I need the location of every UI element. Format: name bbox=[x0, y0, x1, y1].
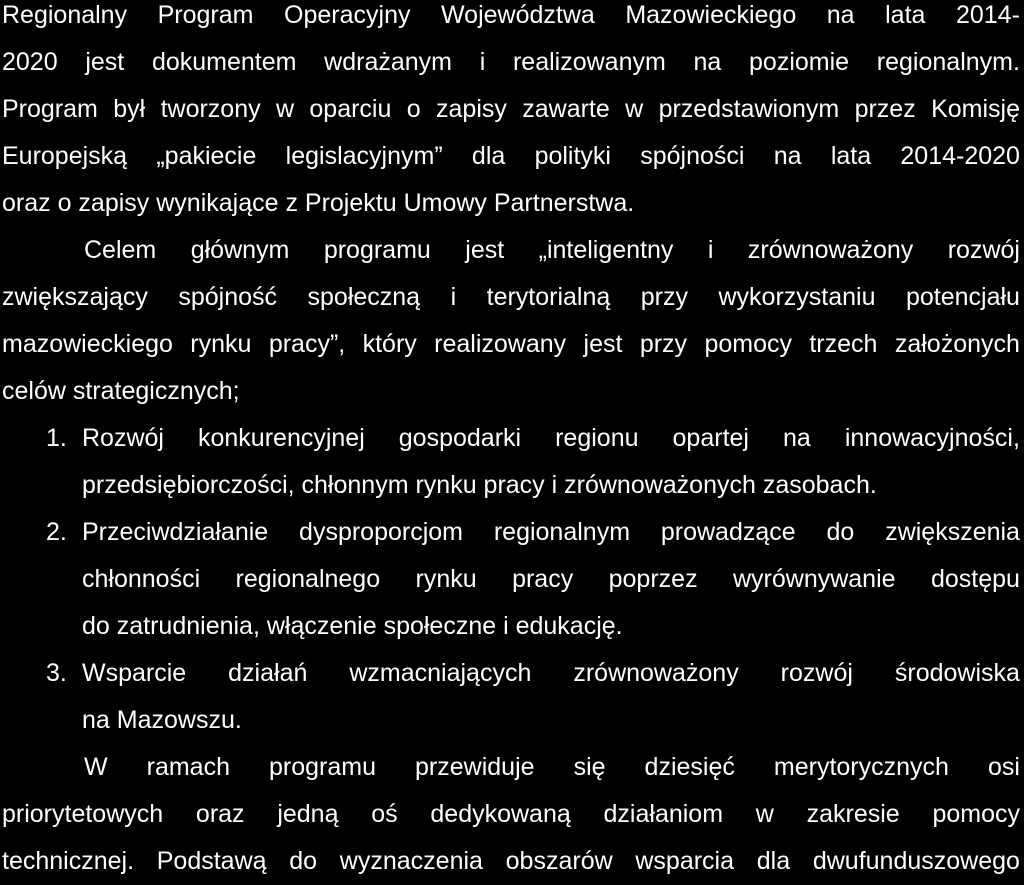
word: regionu bbox=[555, 424, 639, 452]
paragraph-2-line-3 bbox=[2, 321, 1020, 368]
paragraph-2-line-2 bbox=[2, 274, 1020, 321]
word: o bbox=[406, 95, 421, 123]
word: Rozwój bbox=[82, 424, 164, 452]
word: Operacyjny bbox=[284, 1, 411, 29]
word: na bbox=[773, 142, 802, 170]
word: dedykowaną bbox=[430, 800, 571, 828]
word: regionalnym. bbox=[876, 48, 1020, 76]
word: Województwa bbox=[441, 1, 595, 29]
word: poziomie bbox=[749, 48, 850, 76]
word: merytorycznych bbox=[773, 753, 949, 781]
word: dla bbox=[471, 142, 506, 170]
word: potencjału bbox=[905, 283, 1020, 311]
word: dziesięć bbox=[644, 753, 735, 781]
word: „inteligentny bbox=[538, 236, 674, 264]
word: działaniom bbox=[603, 800, 724, 828]
word: na bbox=[826, 1, 855, 29]
word: wdrażanym bbox=[324, 48, 452, 76]
word: spójność bbox=[178, 283, 278, 311]
word: jest bbox=[583, 330, 623, 358]
word: mazowieckiego bbox=[2, 330, 173, 358]
list-item-1-cont: przedsiębiorczości, chłonnym rynku pracy i zrównoważonych zasobach. bbox=[82, 471, 877, 499]
word: zwiększający bbox=[2, 283, 148, 311]
word: oś bbox=[371, 800, 398, 828]
word: programu bbox=[269, 753, 377, 781]
word: był bbox=[113, 95, 146, 123]
word: ramach bbox=[146, 753, 230, 781]
word: na bbox=[693, 48, 722, 76]
word: poprzez bbox=[608, 565, 698, 593]
list-number-3: 3. bbox=[46, 659, 67, 687]
word: prowadzące bbox=[660, 518, 796, 546]
word: W bbox=[84, 753, 108, 781]
word: przez bbox=[854, 95, 916, 123]
word: działań bbox=[228, 659, 308, 687]
word: pomocy bbox=[932, 800, 1020, 828]
word: terytorialną bbox=[486, 283, 611, 311]
word: w bbox=[275, 95, 295, 123]
word: pracy bbox=[512, 565, 574, 593]
word: realizowany bbox=[434, 330, 567, 358]
paragraph-2-line-1 bbox=[2, 227, 1020, 274]
word: 2014-2020 bbox=[900, 142, 1020, 170]
word: przy bbox=[639, 330, 688, 358]
word: przy bbox=[640, 283, 689, 311]
word: społeczną bbox=[307, 283, 421, 311]
word: lata bbox=[830, 142, 872, 170]
word: zwiększenia bbox=[885, 518, 1020, 546]
word: legislacyjnym” bbox=[285, 142, 443, 170]
word: rynku bbox=[415, 565, 477, 593]
word: oraz bbox=[195, 800, 245, 828]
word: zawarte bbox=[522, 95, 610, 123]
word: wzmacniających bbox=[349, 659, 532, 687]
word: pracy”, bbox=[268, 330, 346, 358]
paragraph-1-line-1 bbox=[2, 0, 1020, 39]
word: wsparcia bbox=[635, 847, 735, 875]
word: Program bbox=[157, 1, 254, 29]
word: spójności bbox=[640, 142, 745, 170]
word: jedną bbox=[277, 800, 339, 828]
word: regionalnego bbox=[235, 565, 381, 593]
word: „pakiecie bbox=[156, 142, 257, 170]
word: założonych bbox=[894, 330, 1020, 358]
word: zrównoważony bbox=[573, 659, 739, 687]
word: do bbox=[289, 847, 318, 875]
word: Regionalny bbox=[2, 1, 128, 29]
list-item-1-text bbox=[82, 415, 1020, 462]
word: Komisję bbox=[931, 95, 1020, 123]
word: Celem bbox=[84, 236, 157, 264]
paragraph-1-line-3 bbox=[2, 86, 1020, 133]
paragraph-3-line-2 bbox=[2, 791, 1020, 838]
word: rynku bbox=[190, 330, 252, 358]
paragraph-3-line-1 bbox=[2, 744, 1020, 791]
word: przewiduje bbox=[415, 753, 535, 781]
list-item-2 bbox=[2, 509, 1020, 556]
word: gospodarki bbox=[398, 424, 522, 452]
list-item-2-cont-1 bbox=[2, 556, 1020, 603]
list-number-2: 2. bbox=[46, 518, 67, 546]
word: na bbox=[783, 424, 811, 452]
word: jest bbox=[465, 236, 505, 264]
list-item-3-text bbox=[82, 650, 1020, 697]
word: realizowanym bbox=[512, 48, 666, 76]
word: 2020 bbox=[2, 48, 58, 76]
list-item-1 bbox=[2, 415, 1020, 462]
paragraph-2-line-4: celów strategicznych; bbox=[2, 377, 240, 405]
word: Wsparcie bbox=[82, 659, 187, 687]
word: jest bbox=[85, 48, 125, 76]
word: zrównoważony bbox=[747, 236, 914, 264]
list-item-2-text bbox=[82, 509, 1020, 556]
word: technicznej. bbox=[2, 847, 135, 875]
word: do bbox=[826, 518, 855, 546]
word: regionalnym bbox=[493, 518, 631, 546]
word: głównym bbox=[190, 236, 290, 264]
word: wykorzystaniu bbox=[718, 283, 876, 311]
word: tworzony bbox=[160, 95, 261, 123]
word: konkurencyjnej bbox=[198, 424, 365, 452]
word: trzech bbox=[809, 330, 878, 358]
word: polityki bbox=[534, 142, 611, 170]
word: dwufunduszowego bbox=[812, 847, 1020, 875]
word: Przeciwdziałanie bbox=[82, 518, 269, 546]
word: oparciu bbox=[309, 95, 392, 123]
word: zapisy bbox=[436, 95, 507, 123]
word: w bbox=[625, 95, 644, 123]
word: opartej bbox=[672, 424, 749, 452]
word: rozwój bbox=[780, 659, 853, 687]
word: środowiska bbox=[894, 659, 1020, 687]
word: priorytetowych bbox=[2, 800, 164, 828]
word: 2014- bbox=[955, 1, 1020, 29]
word: pomocy bbox=[704, 330, 792, 358]
word: chłonności bbox=[82, 565, 201, 593]
word: programu bbox=[323, 236, 431, 264]
word: Mazowieckiego bbox=[625, 1, 797, 29]
word: dostępu bbox=[930, 565, 1020, 593]
paragraph-3-line-3 bbox=[2, 838, 1020, 885]
word: wyznaczenia bbox=[339, 847, 483, 875]
word: w bbox=[755, 800, 774, 828]
word: Program bbox=[2, 95, 98, 123]
word: Podstawą bbox=[156, 847, 267, 875]
word: dokumentem bbox=[151, 48, 297, 76]
word: się bbox=[573, 753, 606, 781]
list-item-2-cont-2: do zatrudnienia, włączenie społeczne i edukację. bbox=[82, 612, 623, 640]
word: i bbox=[479, 48, 486, 76]
word: rozwój bbox=[947, 236, 1020, 264]
paragraph-1-line-4 bbox=[2, 133, 1020, 180]
word: i bbox=[707, 236, 714, 264]
word: zakresie bbox=[806, 800, 900, 828]
list-number-1: 1. bbox=[46, 424, 67, 452]
word: osi bbox=[987, 753, 1020, 781]
word: lata bbox=[885, 1, 926, 29]
word: wyrównywanie bbox=[732, 565, 896, 593]
word: i bbox=[450, 283, 457, 311]
list-item-3-cont: na Mazowszu. bbox=[82, 706, 242, 734]
paragraph-1-line-5: oraz o zapisy wynikające z Projektu Umowy Partnerstwa. bbox=[2, 189, 635, 217]
word: przedstawionym bbox=[658, 95, 840, 123]
word: dla bbox=[756, 847, 791, 875]
word: innowacyjności, bbox=[844, 424, 1020, 452]
list-item-3 bbox=[2, 650, 1020, 697]
word: który bbox=[362, 330, 417, 358]
word: dysproporcjom bbox=[299, 518, 463, 546]
word: obszarów bbox=[505, 847, 613, 875]
word: Europejską bbox=[2, 142, 128, 170]
paragraph-1-line-2 bbox=[2, 39, 1020, 86]
